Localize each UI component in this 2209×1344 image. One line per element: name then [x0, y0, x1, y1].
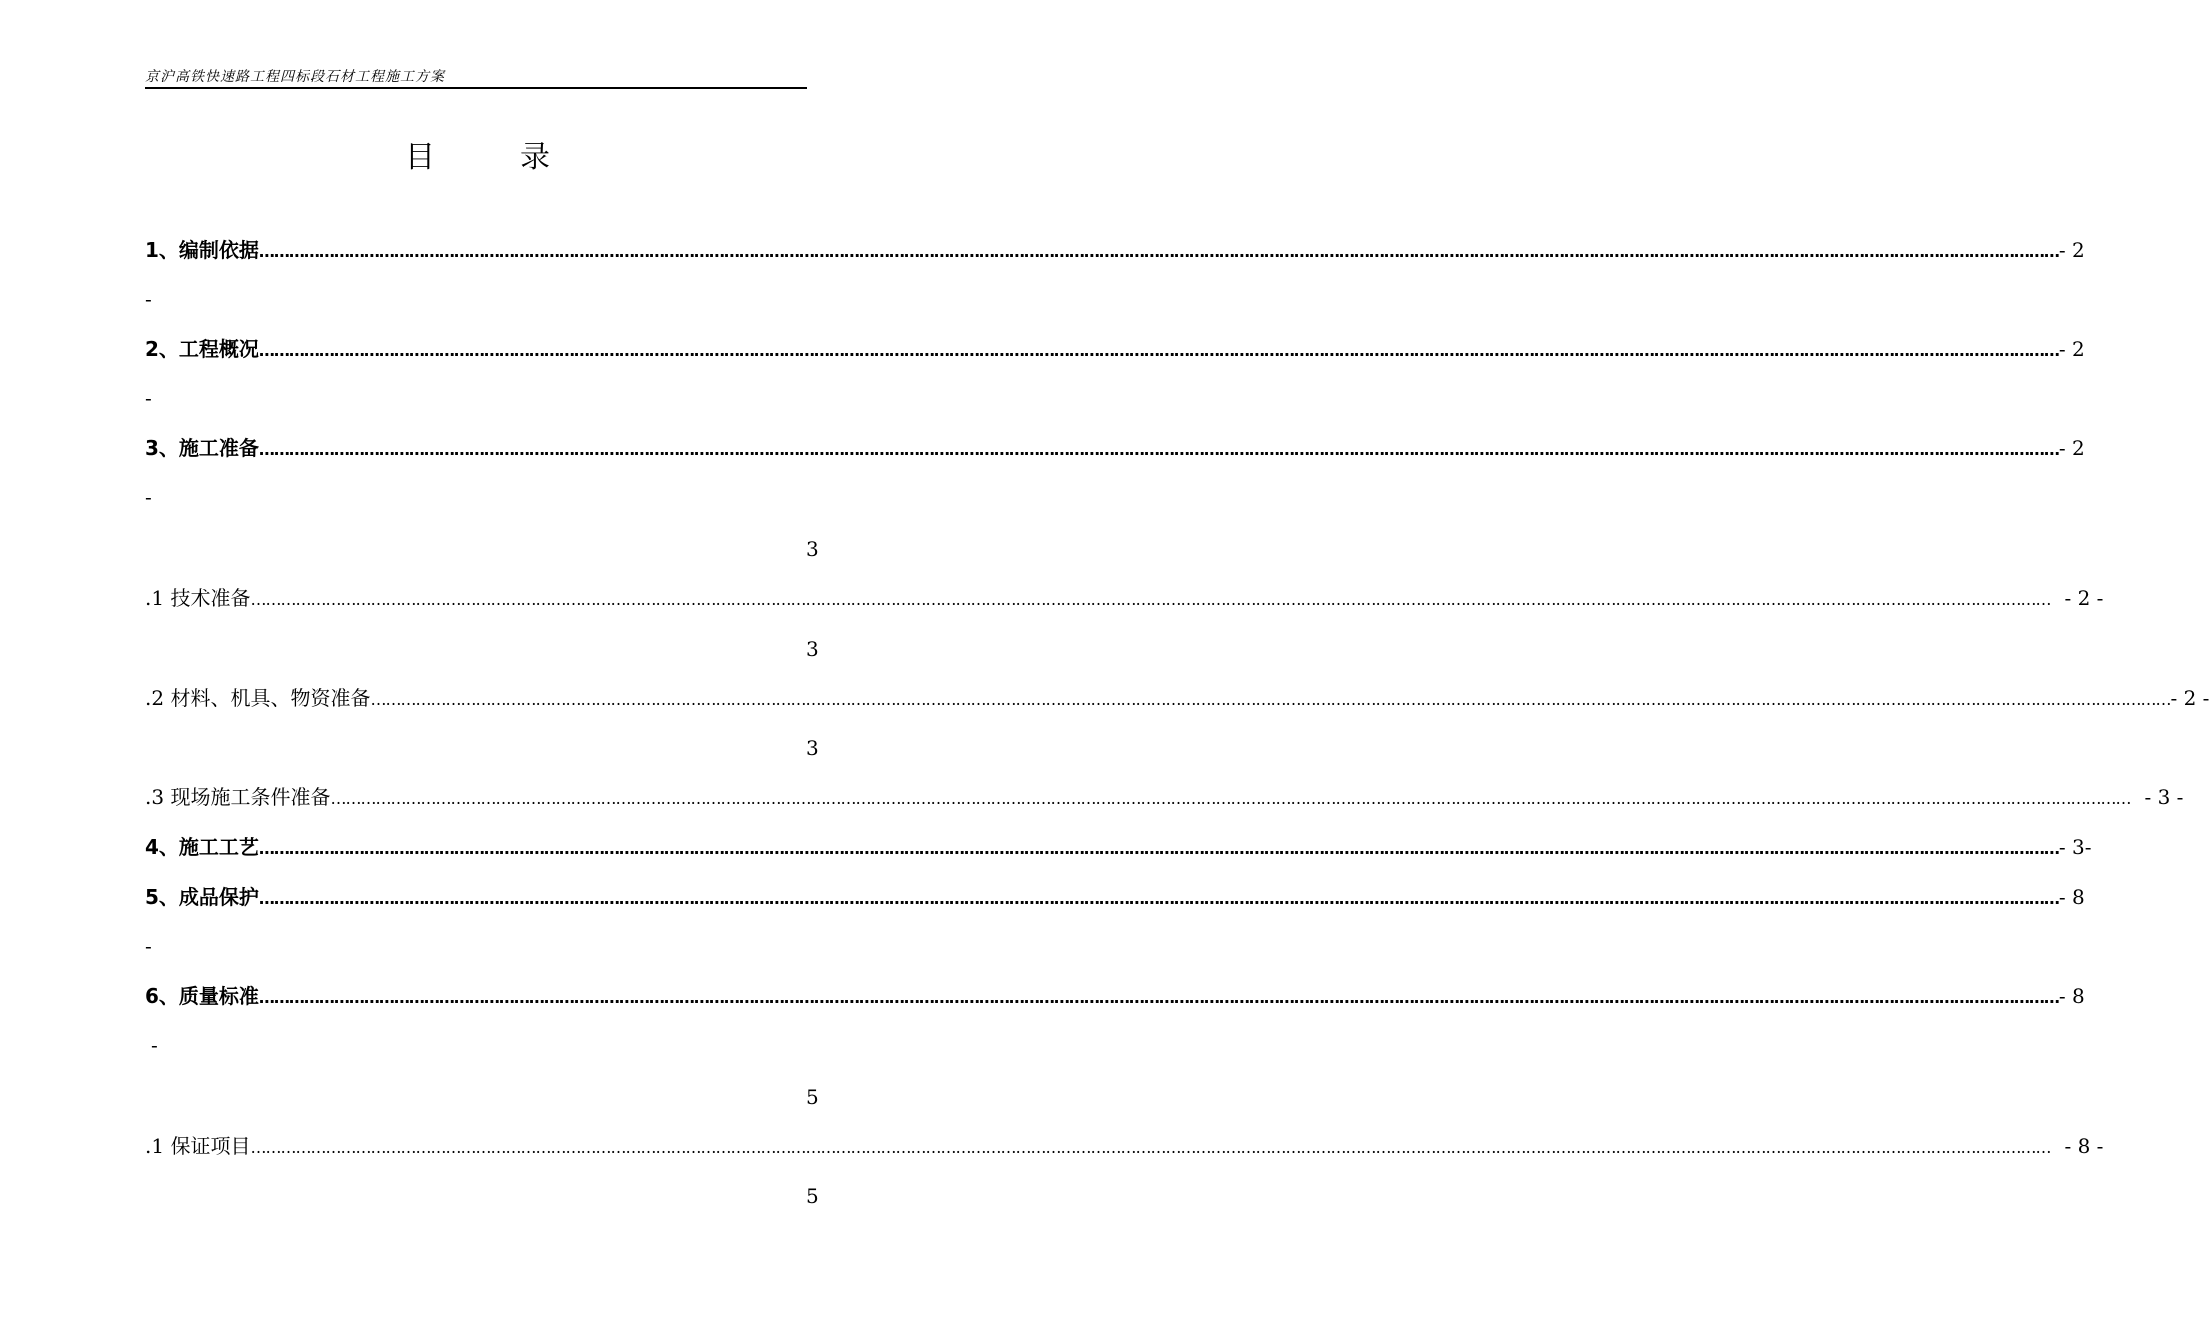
toc-entry-5-1-number: 5: [806, 1085, 819, 1109]
toc-entry-label: 5、成品保护: [145, 885, 259, 909]
toc-leader-dots: ………………………………………………………………………………………………………………………………………………………………………………………………………………………………………………………………………………………………………………………………: [330, 789, 2131, 808]
toc-entry-page: - 2 -: [2170, 686, 2209, 710]
toc-leader-dots: ………………………………………………………………………………………………………………………………………………………………………………………………………………………………………………………………………………………………………………………………: [258, 440, 2059, 459]
toc-entry-label: 3、施工准备: [145, 436, 259, 460]
toc-entry-5-2-number: 5: [806, 1184, 819, 1208]
toc-entry-3-1[interactable]: [145, 586, 2104, 612]
toc-entry-3-2-number: 3: [806, 637, 819, 661]
header-rule: [145, 87, 807, 89]
toc-entry-page: - 2: [2058, 436, 2085, 460]
toc-entry-page: - 3 -: [2144, 785, 2184, 809]
toc-entry-4[interactable]: [145, 835, 2092, 861]
toc-entry-6[interactable]: [145, 984, 2085, 1010]
toc-entry-label: 1、编制依据: [145, 238, 259, 262]
toc-entry-5[interactable]: [145, 885, 2085, 911]
toc-entry-1-wrap: -: [145, 287, 152, 311]
toc-leader-dots: ………………………………………………………………………………………………………………………………………………………………………………………………………………………………………………………………………………………………………………………………: [258, 242, 2059, 261]
toc-leader-dots: ………………………………………………………………………………………………………………………………………………………………………………………………………………………………………………………………………………………………………………………………: [370, 690, 2171, 709]
toc-entry-label: .3 现场施工条件准备: [145, 785, 331, 809]
toc-leader-dots: ………………………………………………………………………………………………………………………………………………………………………………………………………………………………………………………………………………………………………………………………: [250, 1138, 2051, 1157]
toc-entry-3-wrap: -: [145, 485, 152, 509]
toc-entry-3-2[interactable]: [145, 686, 2209, 712]
toc-entry-3[interactable]: [145, 436, 2085, 462]
toc-entry-2[interactable]: [145, 337, 2085, 363]
toc-entry-page: - 2: [2058, 238, 2085, 262]
toc-entry-page: - 2: [2058, 337, 2085, 361]
title-char-2: 录: [520, 140, 550, 175]
page-title: [405, 132, 550, 176]
title-char-1: 目: [405, 140, 435, 175]
toc-entry-label: 2、工程概况: [145, 337, 259, 361]
toc-entry-label: 4、施工工艺: [145, 835, 259, 859]
toc-entry-3-1-number: 3: [806, 537, 819, 561]
toc-entry-5-wrap: -: [145, 934, 152, 958]
toc-leader-dots: ………………………………………………………………………………………………………………………………………………………………………………………………………………………………………………………………………………………………………………………………: [258, 839, 2059, 858]
toc-entry-page: - 3-: [2058, 835, 2092, 859]
running-header: 京沪高铁快速路工程四标段石材工程施工方案: [145, 69, 445, 85]
toc-entry-page: - 8 -: [2064, 1134, 2104, 1158]
toc-leader-dots: ………………………………………………………………………………………………………………………………………………………………………………………………………………………………………………………………………………………………………………………………: [258, 988, 2059, 1007]
toc-entry-label: .2 材料、机具、物资准备: [145, 686, 371, 710]
toc-entry-1[interactable]: [145, 238, 2085, 264]
toc-entry-label: .1 保证项目: [145, 1134, 251, 1158]
toc-entry-6-wrap: -: [151, 1033, 158, 1057]
toc-leader-dots: ………………………………………………………………………………………………………………………………………………………………………………………………………………………………………………………………………………………………………………………………: [258, 889, 2059, 908]
toc-entry-3-3[interactable]: [145, 785, 2184, 811]
toc-entry-2-wrap: -: [145, 386, 152, 410]
toc-entry-label: 6、质量标准: [145, 984, 259, 1008]
toc-entry-page: - 8: [2058, 984, 2085, 1008]
toc-entry-label: .1 技术准备: [145, 586, 251, 610]
toc-leader-dots: ………………………………………………………………………………………………………………………………………………………………………………………………………………………………………………………………………………………………………………………………: [258, 341, 2059, 360]
toc-entry-page: - 8: [2058, 885, 2085, 909]
toc-entry-page: - 2 -: [2064, 586, 2104, 610]
toc-leader-dots: ………………………………………………………………………………………………………………………………………………………………………………………………………………………………………………………………………………………………………………………………: [250, 590, 2051, 609]
toc-entry-5-1[interactable]: [145, 1134, 2104, 1160]
toc-entry-3-3-number: 3: [806, 736, 819, 760]
